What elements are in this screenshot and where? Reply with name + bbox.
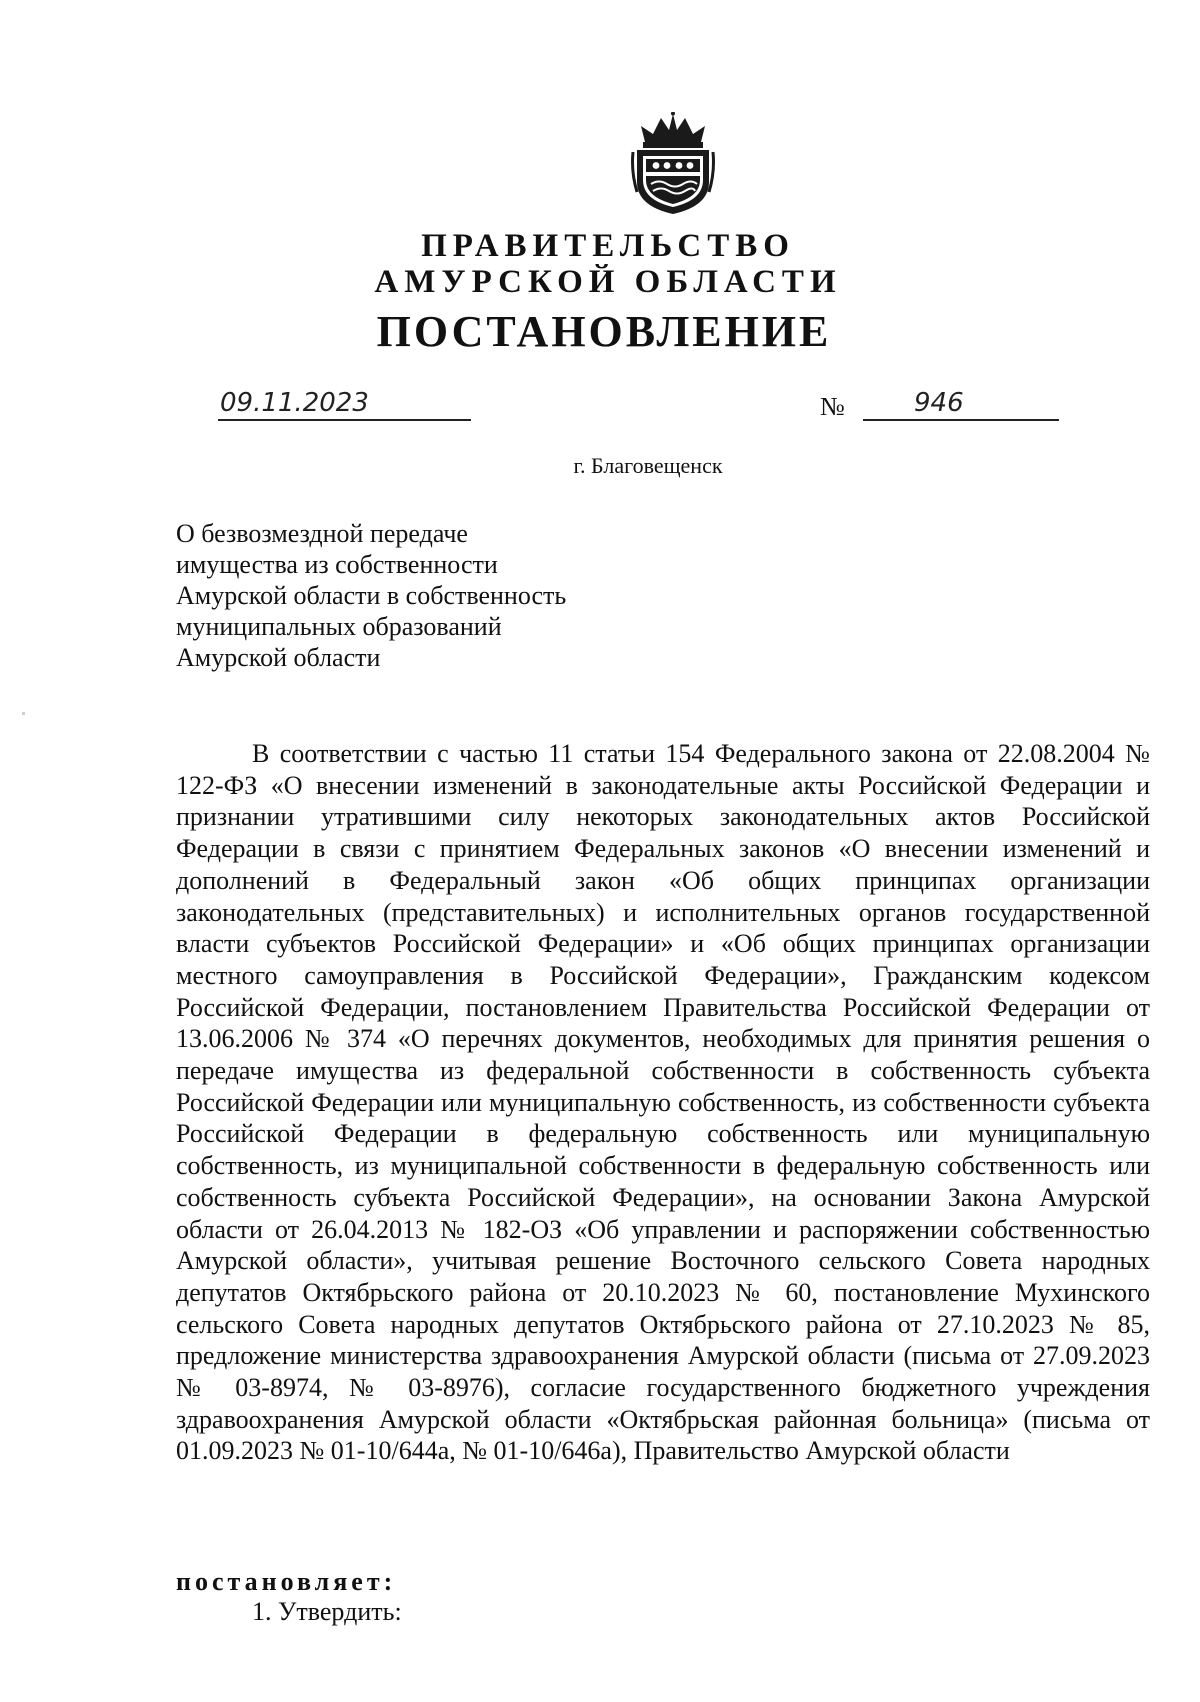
decree-word: постановляет: <box>176 1567 397 1596</box>
government-title-line-1: ПРАВИТЕЛЬСТВО <box>421 228 795 264</box>
subject-line: О безвозмездной передаче <box>176 519 468 548</box>
document-subject <box>176 518 696 673</box>
subject-line: муниципальных образований <box>176 612 502 641</box>
subject-line: Амурской области в собственность <box>176 581 567 610</box>
preamble-paragraph: В соответствии с частью 11 статьи 154 Федерального закона от 22.08.2004 № 122-ФЗ «О внесении изменений в законодательные акты Российской Федерации и признании утратившими силу некоторых законодательных актов Российской Федерации в связи с принятием Федеральных законов «О внесении изменений и дополнений в Федеральный закон «Об общих принципах организации законодательных (представительных) и исполнительных органов государственной власти субъектов Российской Федерации» и «Об общих принципах организации местного самоуправления в Российской Федерации», Гражданским кодексом Российской Федерации, постановлением Правительства Российской Федерации от 13.06.2006 № 374 «О перечнях документов, необходимых для принятия решения о передаче имущества из федеральной собственности в собственность субъекта Российской Федерации или муниципальную собственность, из собственности субъекта Российской Федерации в федеральную собственность или муниципальную собственность, из муниципальной собственности в федеральную собственность или собственность субъекта Российской Федерации», на основании Закона Амурской области от 26.04.2013 № 182-ОЗ «Об управлении и распоряжении собственностью Амурской области», учитывая решение Восточного сельского Совета народных депутатов Октябрьского района от 20.10.2023 № 60, постановление Мухинского сельского Совета народных депутатов Октябрьского района от 27.10.2023 № 85, предложение министерства здравоохранения Амурской области (письма от 27.09.2023 № 03-8974, № 03-8976), согласие государственного бюджетного учреждения здравоохранения Амурской области «Октябрьская районная больница» (письма от 01.09.2023 № 01-10/644а, № 01-10/646а), Правительство Амурской области <box>176 739 1150 1466</box>
number-underline <box>863 419 1059 421</box>
scan-speck <box>22 712 25 715</box>
subject-line: имущества из собственности <box>176 550 498 579</box>
amur-oblast-coat-of-arms-icon <box>631 112 715 216</box>
subject-line: Амурской области <box>176 643 381 672</box>
document-type-title: ПОСТАНОВЛЕНИЕ <box>376 307 832 356</box>
government-title-line-2: АМУРСКОЙ ОБЛАСТИ <box>374 264 842 300</box>
date-underline <box>218 419 471 421</box>
document-number: 946 <box>914 388 964 418</box>
document-date: 09.11.2023 <box>220 388 369 418</box>
item-1-text: 1. Утвердить: <box>252 1597 402 1626</box>
number-label: № <box>820 392 845 421</box>
city-name: г. Благовещенск <box>573 453 723 478</box>
